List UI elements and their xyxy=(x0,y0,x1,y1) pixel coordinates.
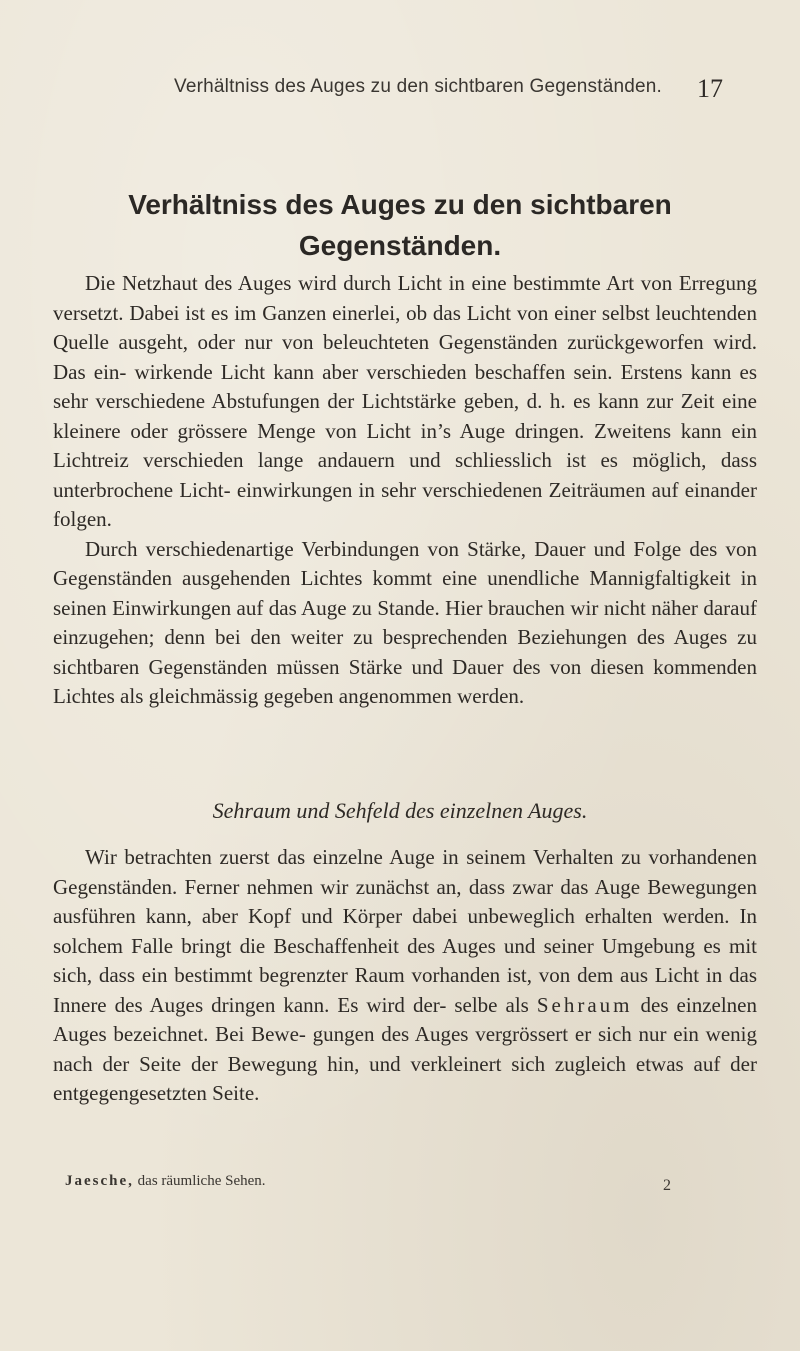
chapter-title-line-2: Gegenständen. xyxy=(298,230,502,261)
footer-author: Jaesche, xyxy=(65,1173,134,1189)
page-footer xyxy=(65,1173,725,1195)
footer-book-title: das räumliche Sehen. xyxy=(137,1173,266,1189)
chapter-title xyxy=(0,184,800,266)
page-number: 17 xyxy=(697,74,723,103)
paragraph-2: Durch verschiedenartige Verbindungen von Stärke, Dauer und Folge des von Gegenständen ausgehenden Lichtes kommt eine unendliche Mannigfaltigkeit in seinen Einwirkungen auf das Auge zu Stande. Hier brauchen wir nicht näher darauf einzugehen; denn bei den weiter zu besprechenden Beziehungen des Auges zu sichtbaren Gegenständen müssen Stärke und Dauer des von diesen kommenden Lichtes als gleichmässig gegeben angenommen werden. xyxy=(53,536,757,708)
term-sehraum: Sehraum xyxy=(536,992,633,1017)
section-heading: Sehraum und Sehfeld des einzelnen Auges. xyxy=(212,798,588,823)
running-title: Verhältniss des Auges zu den sichtbaren Gegenständen. xyxy=(174,76,663,97)
chapter-title-line-1: Verhältniss des Auges zu den sichtbaren xyxy=(128,189,672,220)
paragraph-3 xyxy=(53,843,757,1109)
footer-imprint xyxy=(65,1173,266,1190)
running-head xyxy=(0,76,800,106)
paragraph-1: Die Netzhaut des Auges wird durch Licht in eine bestimmte Art von Erregung versetzt. Dabei ist es im Ganzen einerlei, ob das Licht von einer selbst leuchtenden Quelle ausgeht, oder nur von beleuchteten Gegenständen zurückgeworfen wird. Das ein- wirkende Licht kann aber verschieden beschaffen sein. Erstens kann es sehr verschiedene Abstufungen der Lichtstärke geben, d. h. es kann zur Zeit eine kleinere oder grössere Menge von Licht in’s Auge dringen. Zweitens kann ein Lichtreiz verschieden lange andauern und schliesslich ist es möglich, dass unterbrochene Licht- einwirkungen in sehr verschiedenen Zeiträumen auf einander folgen. xyxy=(53,271,757,531)
signature-mark: 2 xyxy=(663,1177,671,1194)
paragraph-3-part-2: des einzelnen Auges bezeichnet. Bei Bewe- gungen des Auges vergrössert er sich nur ein wenig nach der Seite der Bewegung hin, und verkleinert sich zugleich etwas auf der entgegengesetzten Seite. xyxy=(53,992,757,1105)
paragraph-3-part-1: Wir betrachten zuerst das einzelne Auge in seinem Verhalten zu vorhandenen Gegenständen. Ferner nehmen wir zunächst an, dass zwar das Auge Bewegungen ausführen kann, aber Kopf und Körper dabei unbeweglich erhalten werden. In solchem Falle bringt die Beschaffenheit des Auges und seiner Umgebung es mit sich, dass ein bestimmt begrenzter Raum vorhanden ist, von dem aus Licht in das Innere des Auges dringen kann. Es wird der- selbe als xyxy=(53,845,757,1017)
intro-text-block xyxy=(53,269,757,712)
section-text-block xyxy=(53,843,757,1109)
